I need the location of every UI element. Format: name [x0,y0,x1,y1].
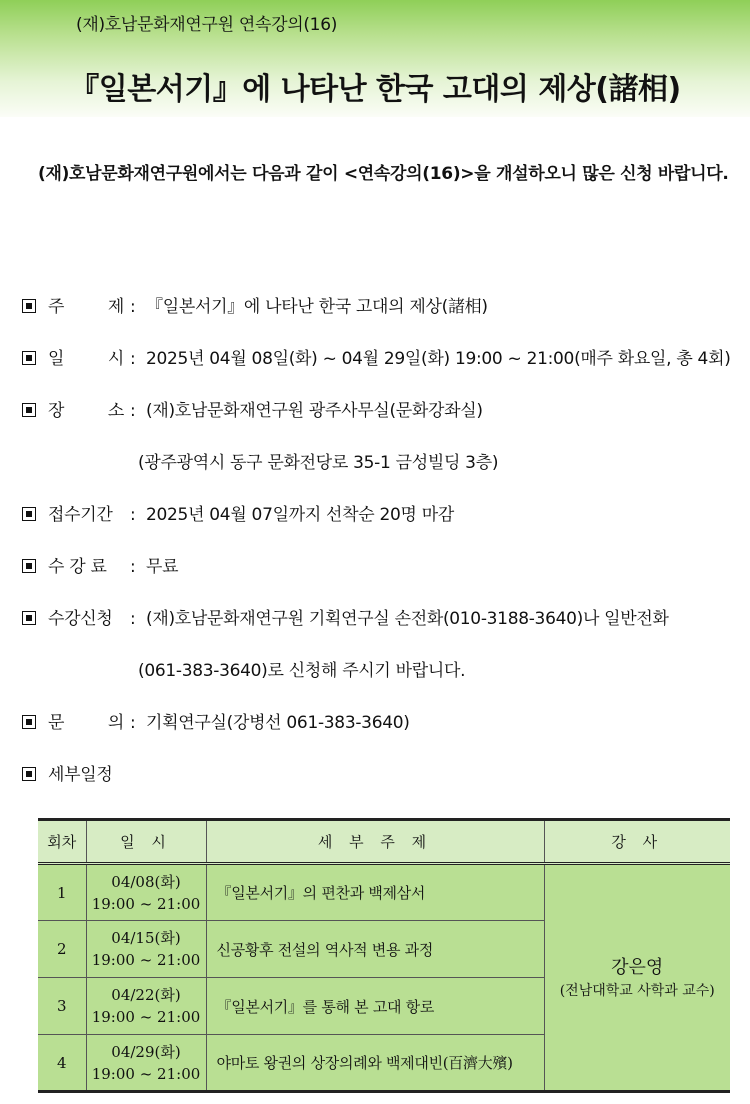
row-number: 1 [38,864,86,921]
info-place-address: (광주광역시 동구 문화전당로 35-1 금성빌딩 3층) [138,453,499,473]
info-label: 수 강 료 [48,557,107,577]
row-topic: 신공황후 전설의 역사적 변용 과정 [206,921,544,978]
info-label: 수강신청 [48,609,113,629]
info-label: 주 제 [48,297,124,317]
info-value: (재)호남문화재연구원 광주사무실(문화강좌실) [146,401,483,421]
row-number: 4 [38,1035,86,1092]
lecturer-affiliation: (전남대학교 사학과 교수) [559,982,715,999]
row-number: 3 [38,978,86,1035]
lecturer-cell [544,864,730,1092]
row-datetime: 04/08(화) 19:00 ~ 21:00 [86,864,206,921]
info-value: 2025년 04월 08일(화) ~ 04월 29일(화) 19:00 ~ 21:00(매주 화요일, 총 4회) [146,349,731,369]
header-lecturer: 강 사 [544,820,730,864]
info-detail [22,760,113,785]
square-bullet-icon [22,611,36,625]
header-datetime: 일 시 [86,820,206,864]
page-title: 『일본서기』에 나타난 한국 고대의 제상(諸相) [69,72,681,107]
info-label: 문 의 [48,713,124,733]
info-fee: 수 강 료 : 무료 [22,552,178,577]
info-value: 2025년 04월 07일까지 선착순 20명 마감 [146,505,455,525]
table-header-row [38,820,730,864]
info-label: 장 소 [48,401,124,421]
header-topic: 세 부 주 제 [206,820,544,864]
square-bullet-icon [22,351,36,365]
info-value: 기획연구실(강병선 061-383-3640) [146,713,410,733]
info-value: 무료 [146,557,179,577]
header-round: 회차 [38,820,86,864]
row-topic: 『일본서기』를 통해 본 고대 항로 [206,978,544,1035]
info-label: 접수기간 [48,505,113,525]
square-bullet-icon [22,403,36,417]
series-label: (재)호남문화재연구원 연속강의(16) [76,15,338,35]
square-bullet-icon [22,715,36,729]
row-datetime: 04/22(화) 19:00 ~ 21:00 [86,978,206,1035]
info-apply: 수강신청 : (재)호남문화재연구원 기획연구실 손전화(010-3188-3640)나 일반전화 [22,604,669,629]
square-bullet-icon [22,299,36,313]
row-topic: 야마토 왕권의 상장의례와 백제대빈(百濟大殯) [206,1035,544,1092]
table-row [38,864,730,921]
info-apply-continued: (061-383-3640)로 신청해 주시기 바랍니다. [138,661,466,681]
info-date: 일 시 : 2025년 04월 08일(화) ~ 04월 29일(화) 19:00 ~ 21:00(매주 화요일, 총 4회) [22,344,731,369]
schedule-table [38,818,730,1093]
info-label: 세부일정 [48,765,113,785]
info-subject: 주 제 : 『일본서기』에 나타난 한국 고대의 제상(諸相) [22,292,488,317]
info-place: 장 소 : (재)호남문화재연구원 광주사무실(문화강좌실) [22,396,483,421]
info-value: (재)호남문화재연구원 기획연구실 손전화(010-3188-3640)나 일반전화 [146,609,669,629]
square-bullet-icon [22,507,36,521]
row-datetime: 04/15(화) 19:00 ~ 21:00 [86,921,206,978]
lecturer-name: 강은영 [611,956,664,978]
row-number: 2 [38,921,86,978]
intro-paragraph: (재)호남문화재연구원에서는 다음과 같이 <연속강의(16)>을 개설하오니 많은 신청 바랍니다. [38,164,729,184]
info-value: 『일본서기』에 나타난 한국 고대의 제상(諸相) [146,297,488,317]
row-datetime: 04/29(화) 19:00 ~ 21:00 [86,1035,206,1092]
info-period: 접수기간 : 2025년 04월 07일까지 선착순 20명 마감 [22,500,454,525]
header-band [0,0,750,117]
info-contact: 문 의 : 기획연구실(강병선 061-383-3640) [22,708,410,733]
square-bullet-icon [22,767,36,781]
info-label: 일 시 [48,349,124,369]
square-bullet-icon [22,559,36,573]
row-topic: 『일본서기』의 편찬과 백제삼서 [206,864,544,921]
